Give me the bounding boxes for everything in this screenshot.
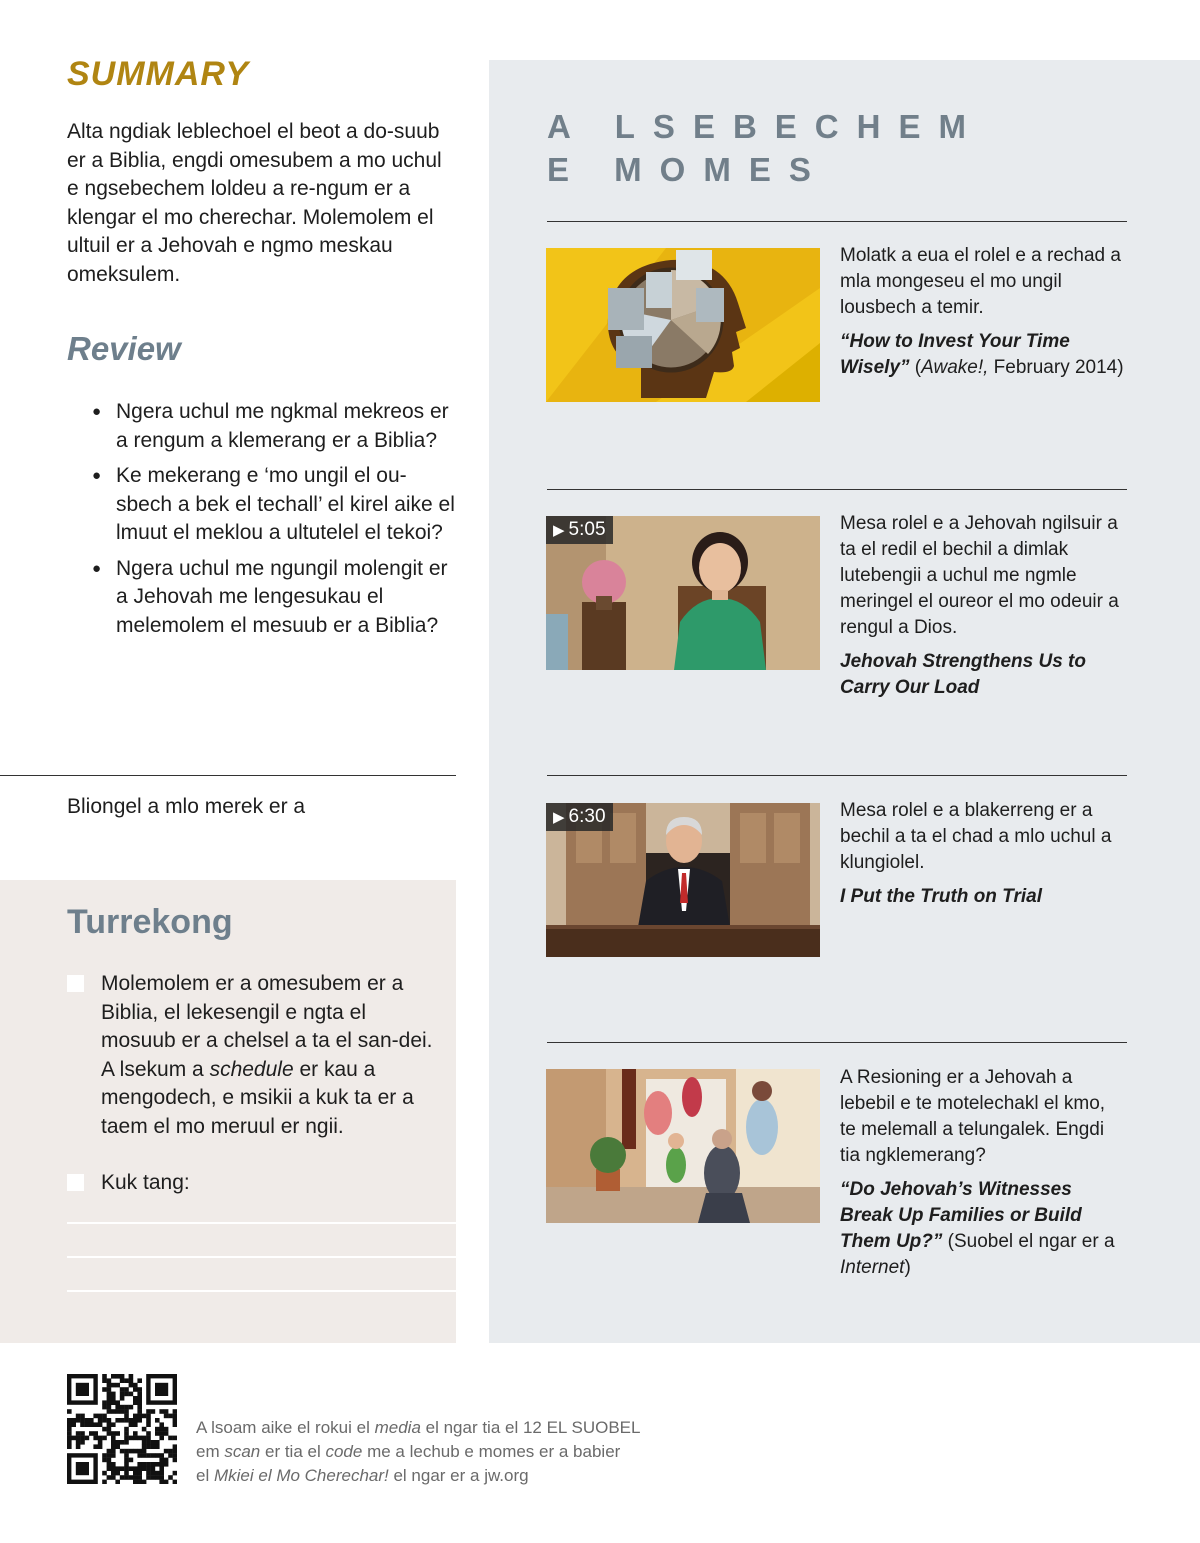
write-line[interactable] xyxy=(67,1256,456,1258)
summary-title: SUMMARY xyxy=(67,55,250,93)
video-thumbnail[interactable] xyxy=(546,803,820,957)
write-line[interactable] xyxy=(67,1290,456,1292)
article-thumbnail[interactable] xyxy=(546,248,820,402)
review-item: ● Ngera uchul me ngkmal mekreos er a rengum a klemerang er a Biblia? xyxy=(90,398,460,455)
goal-item xyxy=(67,1169,437,1198)
video-duration: ▶ 5:05 xyxy=(546,516,613,544)
goal-text: Molemolem er a omesubem er a Biblia, el lekesengil e ngta el mosuub er a chelsel a ta el san-dei. A lsekum a schedule er kau a mengodech, e msikii a kuk ta er a taem el mo meruul er ngii. xyxy=(101,972,433,1138)
panel-title: A LSEBECHEM E MOMES xyxy=(547,108,984,188)
media-description: Mesa rolel e a Jehovah ngilsuir a ta el redil el bechil a dimlak lutebengii a uchul me ngmle meringel el oureor el mo odeuir a rengul a Dios. xyxy=(840,513,1119,638)
media-description: A Resioning er a Jehovah a lebebil e te motelechakl el kmo, te melemall a telungalek. Engdi tia ngklemerang? xyxy=(840,1067,1106,1166)
qr-code-icon[interactable] xyxy=(67,1374,177,1484)
divider xyxy=(547,1042,1127,1043)
turrekong-title: Turrekong xyxy=(67,903,233,941)
review-item: ● Ke mekerang e ‘mo ungil el ou-sbech a bek el techall’ el kirel aike el lmuut el meklou a ultutelel el tekoi? xyxy=(90,462,460,548)
divider xyxy=(0,775,456,776)
summary-text: Alta ngdiak leblechoel el beot a do-suub er a Biblia, engdi omesubem a mo uchul e ngsebechem loldeu a re-ngum er a klengar el mo cherechar. Molemolem el ultuil er a Jehovah e ngmo meskau omeksulem. xyxy=(67,120,442,286)
write-line[interactable] xyxy=(67,1222,456,1224)
video-link[interactable]: I Put the Truth on Trial xyxy=(840,886,1042,907)
divider xyxy=(547,775,1127,776)
article-thumbnail[interactable] xyxy=(546,1069,820,1223)
bliongel-text: Bliongel a mlo merek er a xyxy=(67,795,306,818)
media-description: Molatk a eua el rolel e a rechad a mla mongeseu el mo ungil lousbech a temir. xyxy=(840,245,1121,318)
checkbox[interactable] xyxy=(67,1174,84,1191)
review-item: ● Ngera uchul me ngungil molengit er a Jehovah me lengesukau el melemolem el mesuub er a Biblia? xyxy=(90,555,460,641)
play-icon: ▶ xyxy=(553,809,565,826)
divider xyxy=(547,489,1127,490)
goal-item xyxy=(67,970,437,1141)
media-description: Mesa rolel e a blakerreng er a bechil a ta el chad a mlo uchul a klungiolel. xyxy=(840,800,1112,873)
checkbox[interactable] xyxy=(67,975,84,992)
play-icon: ▶ xyxy=(553,522,565,539)
video-thumbnail[interactable] xyxy=(546,516,820,670)
divider xyxy=(547,221,1127,222)
video-duration: ▶ 6:30 xyxy=(546,803,613,831)
review-title: Review xyxy=(67,330,181,367)
review-list xyxy=(90,398,460,647)
article-link[interactable]: “How to Invest Your Time Wisely” (Awake!, February 2014) xyxy=(840,331,1124,378)
goal-text: Kuk tang: xyxy=(101,1171,190,1194)
footer-note: A lsoam aike el rokui el media el ngar tia el 12 EL SUOBEL em scan er tia el code me a lechub e momes er a babier el Mkiei el Mo Cherechar! el ngar er a jw.org xyxy=(196,1418,641,1485)
article-link[interactable]: “Do Jehovah’s Witnesses Break Up Families or Build Them Up?” (Suobel el ngar er a Internet) xyxy=(840,1179,1115,1278)
video-link[interactable]: Jehovah Strengthens Us to Carry Our Load xyxy=(840,651,1086,698)
